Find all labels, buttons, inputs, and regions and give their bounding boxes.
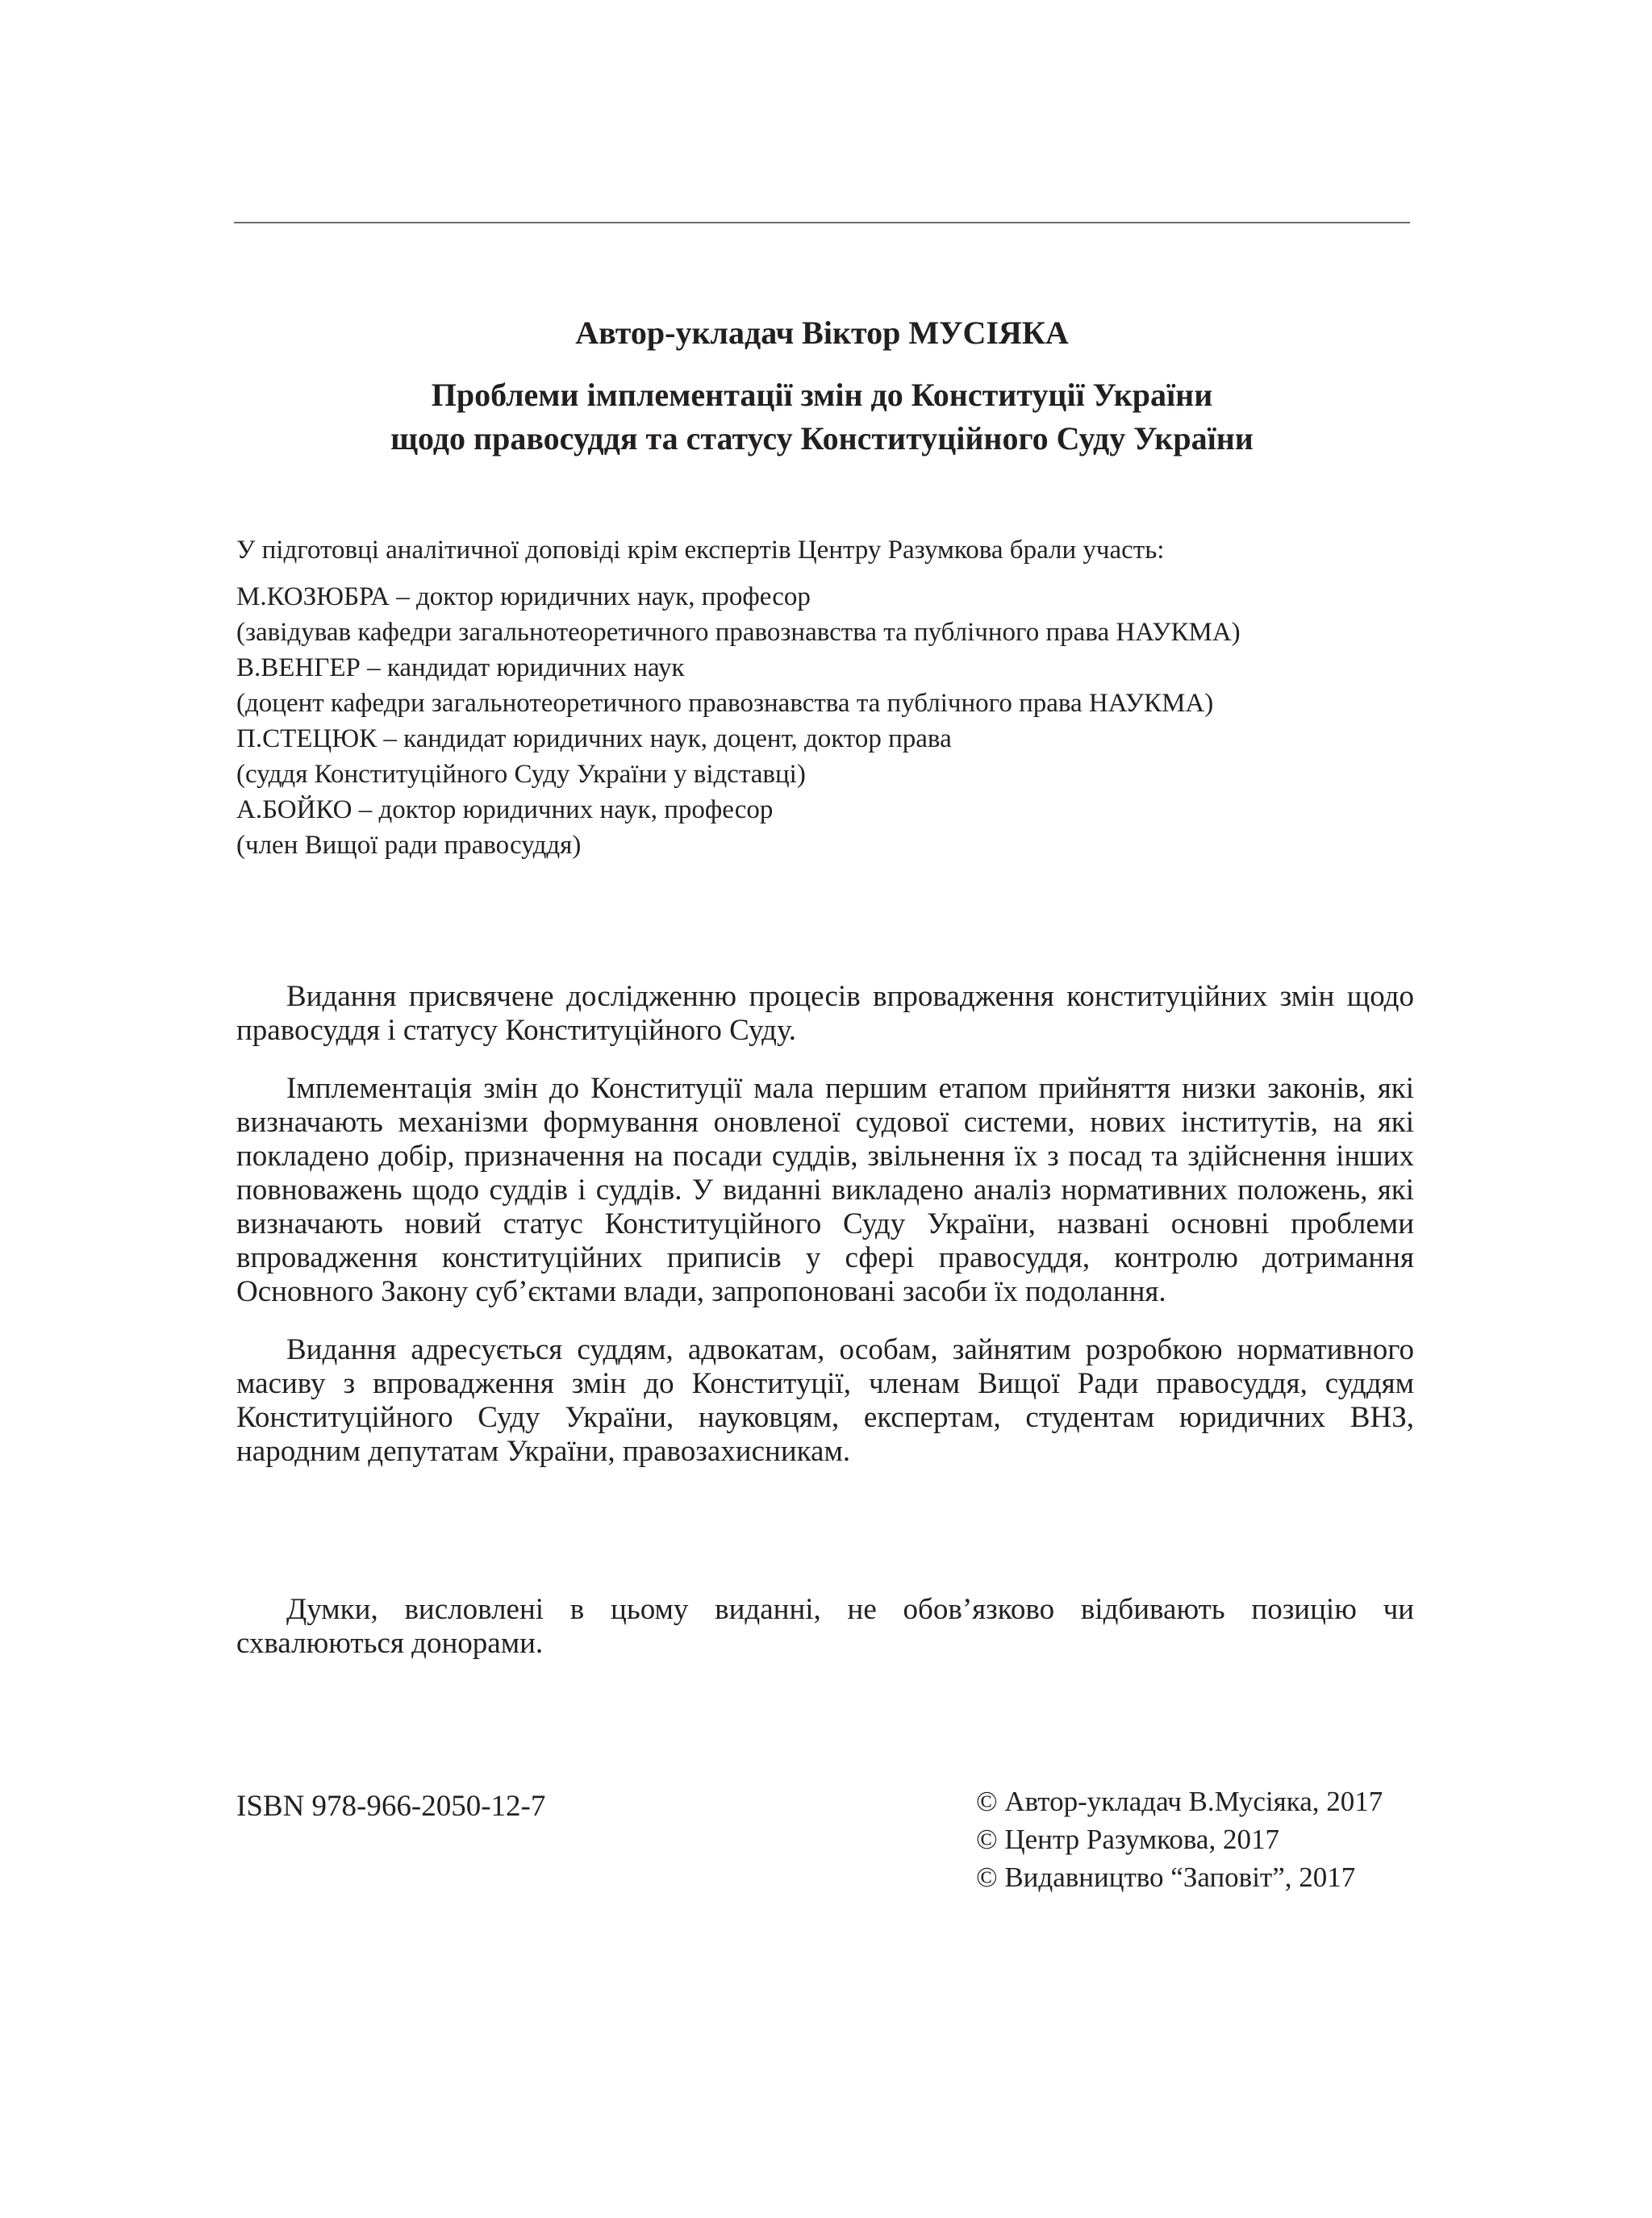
disclaimer: Думки, висловлені в цьому виданні, не обов’язково відбивають позицію чи схвалюються донорами. xyxy=(236,1593,1414,1660)
title-line-1: Проблеми імплементації змін до Конституції України xyxy=(431,377,1213,413)
contributors-intro: У підготовці аналітичної доповіді крім експертів Центру Разумкова брали участь: xyxy=(236,536,1165,565)
contributor-name: А.БОЙКО – доктор юридичних наук, професор xyxy=(236,795,774,824)
copyright-line: © Видавництво “Заповіт”, 2017 xyxy=(976,1862,1356,1893)
contributor-position: (член Вищої ради правосуддя) xyxy=(236,831,582,860)
author-line: Автор-укладач Віктор МУСІЯКА xyxy=(575,315,1069,351)
description-paragraph-3: Видання адресується суддям, адвокатам, особам, зайнятим розробкою нормативного масиву з впровадження змін до Конституції, членам Вищої Ради правосуддя, суддям Конституційного Суду України, науковцям, експертам, студентам юридичних ВНЗ, народним депутатам України, правозахисникам. xyxy=(236,1333,1414,1468)
copyright-line: © Центр Разумкова, 2017 xyxy=(976,1824,1279,1855)
description-block xyxy=(236,980,1414,1493)
contributor-name: М.КОЗЮБРА – доктор юридичних наук, професор xyxy=(236,582,811,611)
copyright-block xyxy=(976,1782,1383,1896)
top-divider xyxy=(234,222,1410,223)
contributor-position: (доцент кафедри загальнотеоретичного правознавства та публічного права НАУКМА) xyxy=(236,689,1214,718)
isbn: ISBN 978-966-2050-12-7 xyxy=(236,1790,546,1823)
contributors-block xyxy=(236,532,1414,863)
copyright-line: © Автор-укладач В.Мусіяка, 2017 xyxy=(976,1786,1383,1817)
description-paragraph-1: Видання присвячене дослідженню процесів впровадження конституційних змін щодо правосуддя і статусу Конституційного Суду. xyxy=(236,980,1414,1047)
contributor-position: (завідував кафедри загальнотеоретичного правознавства та публічного права НАУКМА) xyxy=(236,618,1241,647)
contributor-name: В.ВЕНГЕР – кандидат юридичних наук xyxy=(236,653,685,682)
contributor-position: (суддя Конституційного Суду України у відставці) xyxy=(236,760,806,789)
title-block xyxy=(234,311,1410,461)
contributor-name: П.СТЕЦЮК – кандидат юридичних наук, доцент, доктор права xyxy=(236,724,952,753)
title-line-2: щодо правосуддя та статусу Конституційного Суду України xyxy=(390,420,1254,457)
description-paragraph-2: Імплементація змін до Конституції мала першим етапом прийняття низки законів, які визначають механізми формування оновленої судової системи, нових інститутів, на які покладено добір, призначення на посади суддів, звільнення їх з посад та здійснення інших повноважень щодо суддів і суддів. У виданні викладено аналіз нормативних положень, які визначають новий статус Конституційного Суду України, названі основні проблеми впровадження конституційних приписів у сфері правосуддя, контролю дотримання Основного Закону суб’єктами влади, запропоновані засоби їх подолання. xyxy=(236,1072,1414,1308)
